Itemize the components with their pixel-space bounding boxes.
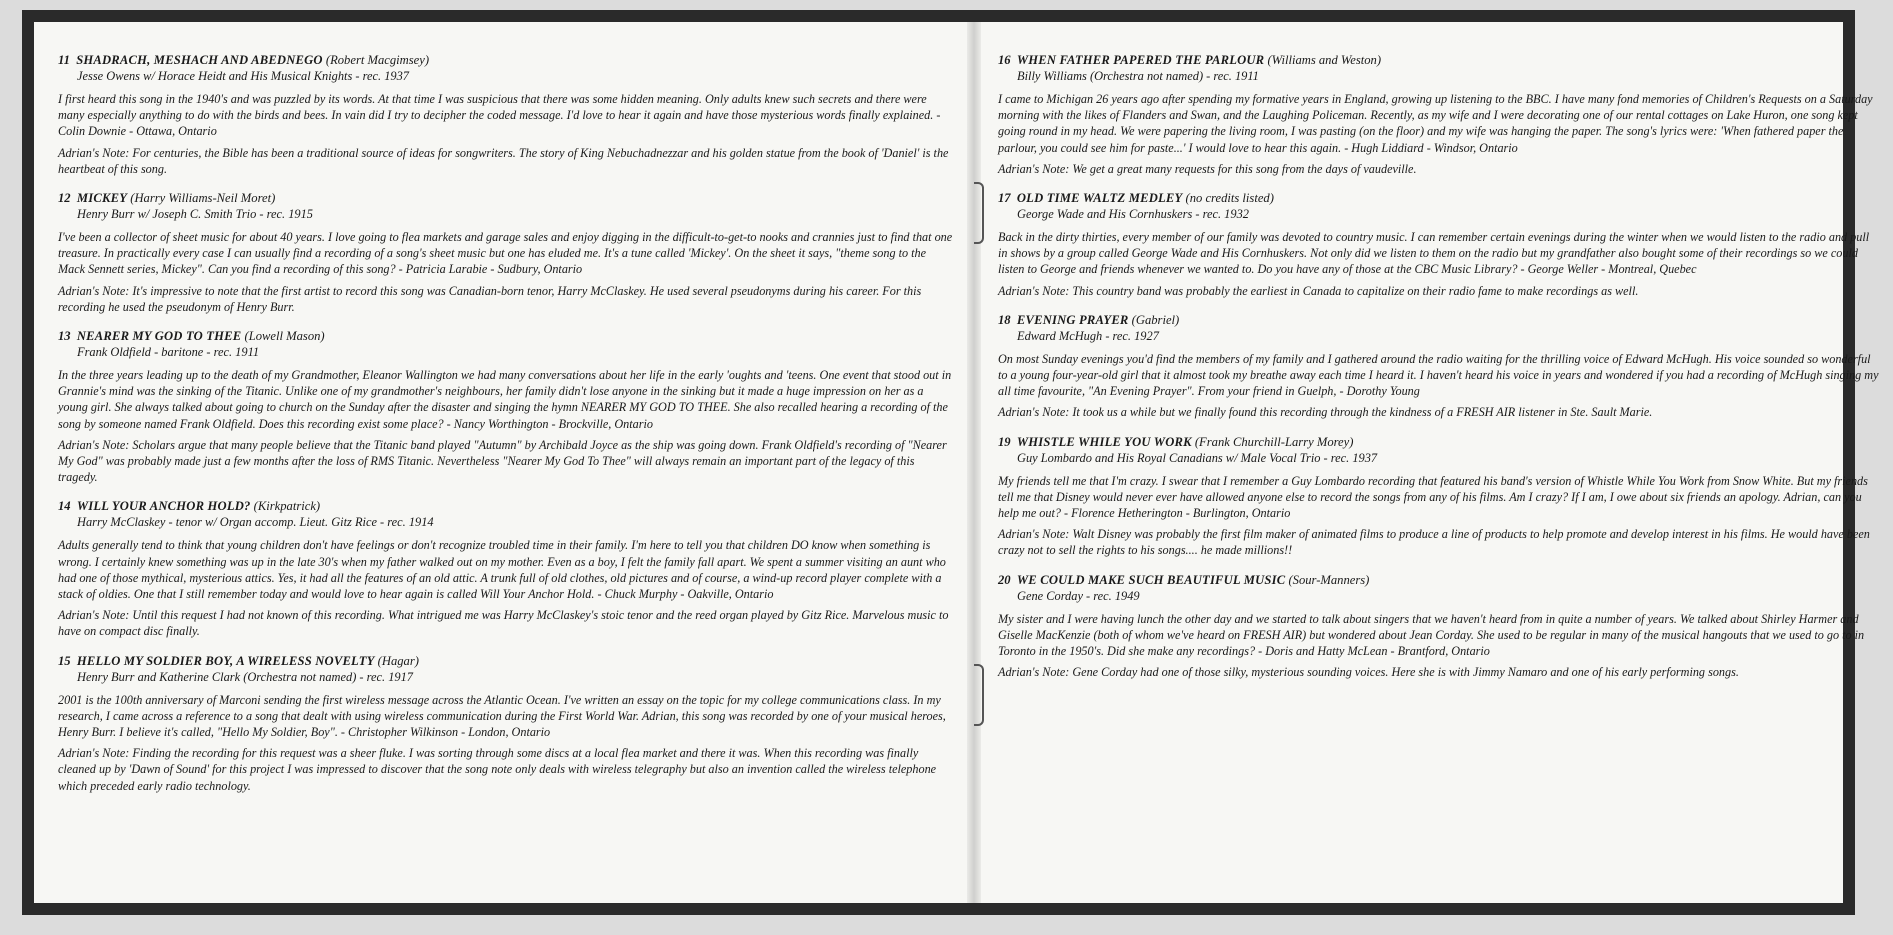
track-number: 20 bbox=[998, 572, 1011, 587]
track-header bbox=[58, 653, 953, 669]
track-header bbox=[58, 190, 953, 206]
track-title: SHADRACH, MESHACH AND ABEDNEGO bbox=[76, 53, 323, 67]
listener-request: My sister and I were having lunch the other day and we started to talk about singers that we haven't heard from in quite a number of years. We talked about Shirley Harmer and Giselle MacKenzie (both of whom we've heard on FRESH AIR) but wondered about Jean Corday. She used to be regular in many of the musical hangouts that we used to go to in Toronto in the 1950's. Did she make any recordings? - Doris and Hatty McLean - Brantford, Ontario bbox=[998, 611, 1865, 659]
listener-request: I've been a collector of sheet music for about 40 years. I love going to flea markets and garage sales and enjoy digging in the difficult-to-get-to nooks and crannies just to find that one treasure. In practically every case I can usually find a recording of a song's sheet music but one has eluded me. It's a tune called 'Mickey'. On the sheet it says, "theme song to the Mack Sennett series, Mickey". Can you find a recording of this song? - Patricia Larabie - Sudbury, Ontario bbox=[58, 230, 953, 277]
track-entry-16 bbox=[998, 52, 1881, 177]
track-header bbox=[58, 498, 953, 514]
track-composer: (Gabriel) bbox=[1131, 312, 1180, 327]
booklet-spread bbox=[34, 22, 1879, 903]
adrians-note: Adrian's Note: For centuries, the Bible has been a traditional source of ideas for songwriters. The story of King Nebuchadnezzar and his golden statue from the book of 'Daniel' is the heartbeat of this song. bbox=[58, 145, 949, 176]
track-entry-12 bbox=[58, 190, 953, 315]
track-composer: (Sour-Manners) bbox=[1288, 572, 1370, 587]
listener-request: I came to Michigan 26 years ago after spending my formative years in England, growing up listening to the BBC. I have many fond memories of Children's Requests on a Saturday morning with the likes of Flanders and Swan, and the Laughing Policeman. Recently, as my wife and I were decorating one of our rental cottages on Lake Huron, one song kept going round in my head. We were papering the living room, I was pasting (on the floor) and my wife was hanging the paper. The song's lyrics were: 'When fathered paper the parlour, you could see him for paste...' I would love to hear this again. - Hugh Liddiard - Windsor, Ontario bbox=[998, 92, 1873, 155]
track-header bbox=[58, 328, 953, 344]
track-entry-19 bbox=[998, 434, 1881, 559]
track-performer: Harry McClaskey - tenor w/ Organ accomp. Lieut. Gitz Rice - rec. 1914 bbox=[77, 515, 434, 530]
adrians-note: Adrian's Note: It's impressive to note that the first artist to record this song was Canadian-born tenor, Harry McClaskey. He used several pseudonyms during his career. For this recording he used the pseudonym of Henry Burr. bbox=[58, 283, 922, 314]
track-performer: Henry Burr and Katherine Clark (Orchestra not named) - rec. 1917 bbox=[77, 669, 413, 684]
left-page bbox=[58, 52, 953, 807]
track-performer: George Wade and His Cornhuskers - rec. 1932 bbox=[1017, 207, 1249, 222]
listener-request: I first heard this song in the 1940's and was puzzled by its words. At that time I was suspicious that there was some hidden meaning. Only adults knew such secrets and there were many especially anything to do with the birds and bees. In vain did I try to decipher the coded message. I'd love to hear it again and have those mysterious words finally explained. - Colin Downie - Ottawa, Ontario bbox=[58, 92, 941, 139]
listener-request: Back in the dirty thirties, every member of our family was devoted to country music. I can remember certain evenings during the winter when we would listen to the radio and pull in shows by a group called George Wade and His Cornhuskers. Not only did we listen to them on the radio but my grandfather also bought some of their recordings so we could listen to George and friends whenever we wanted to. Do you have any of those at the CBC Music Library? - George Weller - Montreal, Quebec bbox=[998, 230, 1870, 277]
track-title: WHEN FATHER PAPERED THE PARLOUR bbox=[1016, 53, 1265, 67]
track-header bbox=[998, 190, 1881, 206]
listener-request: 2001 is the 100th anniversary of Marconi sending the first wireless message across the Atlantic Ocean. I've written an essay on the topic for my college communications class. In my research, I came across a reference to a song that dealt with using wireless communication during the First World War. Adrian, this song was recorded by one of your musical heroes, Henry Burr. I believe it's called, "Hello My Soldier, Boy". - Christopher Wilkinson - London, Ontario bbox=[58, 692, 946, 740]
listener-request: Adults generally tend to think that young children don't have feelings or don't recognize troubled time in their family. I'm here to tell you that children DO know when something is wrong. I certainly knew something was up in the late 30's when my father walked out on my mother. Even as a boy, I felt the family fall apart. We spent a summer visiting an aunt who had one of those mythical, mysterious attics. Yes, it had all the features of an old attic. A trunk full of old clothes, old pictures and of course, a wind-up record player complete with a stack of oldies. One that I still remember today and would love to hear again is called Will Your Anchor Hold. - Chuck Murphy - Oakville, Ontario bbox=[58, 538, 946, 602]
track-number: 19 bbox=[998, 434, 1011, 449]
track-entry-17 bbox=[998, 190, 1881, 299]
track-composer: (no credits listed) bbox=[1185, 191, 1274, 206]
track-title: EVENING PRAYER bbox=[1016, 312, 1129, 327]
track-title: MICKEY bbox=[76, 191, 128, 206]
track-performer: Guy Lombardo and His Royal Canadians w/ Male Vocal Trio - rec. 1937 bbox=[1017, 450, 1378, 465]
track-title: WHISTLE WHILE YOU WORK bbox=[1016, 434, 1192, 449]
track-composer: (Robert Macgimsey) bbox=[325, 53, 430, 67]
adrians-note: Adrian's Note: Scholars argue that many people believe that the Titanic band played "Autumn" by Archibald Joyce as the ship was going down. Frank Oldfield's recording of "Nearer My God" was probably made just a few months after the loss of RMS Titanic. Nevertheless "Nearer My God To Thee" will always remain an important part of the legacy of this tragedy. bbox=[58, 437, 947, 485]
track-number: 13 bbox=[58, 329, 71, 344]
track-entry-20 bbox=[998, 572, 1881, 681]
track-number: 15 bbox=[58, 653, 71, 668]
track-number: 14 bbox=[58, 499, 71, 514]
track-composer: (Frank Churchill-Larry Morey) bbox=[1194, 434, 1354, 449]
track-title: WE COULD MAKE SUCH BEAUTIFUL MUSIC bbox=[1016, 572, 1286, 587]
track-title: OLD TIME WALTZ MEDLEY bbox=[1016, 191, 1183, 206]
track-number: 11 bbox=[58, 53, 70, 67]
adrians-note: Adrian's Note: Walt Disney was probably the first film maker of animated films to produce a line of products to help promote and develop interest in his films. He would have been crazy not to sell the rights to his songs.... he made millions!! bbox=[998, 527, 1870, 558]
adrians-note: Adrian's Note: Gene Corday had one of those silky, mysterious sounding voices. Here she is with Jimmy Namaro and one of his early performing songs. bbox=[998, 665, 1739, 680]
listener-request: On most Sunday evenings you'd find the members of my family and I gathered around the radio waiting for the thrilling voice of Edward McHugh. His voice sounded so wonderful to a young four-year-old girl that it almost took my breathe away each time I heard it. I haven't heard his voice in years and wondered if you had a recording of McHugh singing my all time favourite, "An Evening Prayer". From your friend in Guelph, - Dorothy Young bbox=[998, 351, 1879, 399]
track-composer: (Williams and Weston) bbox=[1267, 53, 1382, 67]
track-number: 18 bbox=[998, 312, 1011, 327]
track-entry-14 bbox=[58, 498, 953, 639]
track-performer: Billy Williams (Orchestra not named) - rec. 1911 bbox=[1017, 69, 1259, 83]
track-header bbox=[58, 52, 953, 68]
track-header bbox=[998, 434, 1881, 450]
track-performer: Jesse Owens w/ Horace Heidt and His Musical Knights - rec. 1937 bbox=[77, 69, 409, 83]
booklet-frame bbox=[22, 10, 1879, 915]
adrians-note: Adrian's Note: Finding the recording for this request was a sheer fluke. I was sorting through some discs at a local flea market and there it was. When this recording was finally cleaned up by 'Dawn of Sound' for this project I was impressed to discover that the song note only deals with wireless telegraphy but also an invention called the wireless telephone which preceded early radio technology. bbox=[58, 746, 937, 793]
staple-top bbox=[974, 182, 984, 244]
track-entry-13 bbox=[58, 328, 953, 485]
track-performer: Gene Corday - rec. 1949 bbox=[1017, 588, 1140, 603]
track-entry-11 bbox=[58, 52, 953, 177]
center-fold bbox=[967, 22, 981, 903]
track-header bbox=[998, 52, 1881, 68]
track-performer: Henry Burr w/ Joseph C. Smith Trio - rec. 1915 bbox=[77, 207, 313, 222]
adrians-note: Adrian's Note: Until this request I had not known of this recording. What intrigued me was Harry McClaskey's stoic tenor and the reed organ played by Gitz Rice. Marvelous music to have on compact disc finally. bbox=[58, 608, 949, 639]
track-header bbox=[998, 572, 1881, 588]
track-composer: (Hagar) bbox=[377, 653, 419, 668]
listener-request: My friends tell me that I'm crazy. I swear that I remember a Guy Lombardo recording that featured his band's version of Whistle While You Work from Snow White. But my friends tell me that Disney would never ever have allowed anyone else to record the songs from any of his films. Am I crazy? If I am, I owe about six friends an apology. Adrian, can you help me out? - Florence Hetherington - Burlington, Ontario bbox=[998, 473, 1868, 521]
track-number: 17 bbox=[998, 191, 1011, 206]
adrians-note: Adrian's Note: It took us a while but we finally found this recording through the kindness of a FRESH AIR listener in Ste. Sault Marie. bbox=[998, 405, 1653, 420]
track-performer: Frank Oldfield - baritone - rec. 1911 bbox=[77, 345, 260, 360]
track-header bbox=[998, 312, 1881, 328]
track-title: NEARER MY GOD TO THEE bbox=[76, 329, 242, 344]
adrians-note: Adrian's Note: This country band was probably the earliest in Canada to capitalize on their radio fame to make recordings as well. bbox=[998, 283, 1639, 298]
track-title: HELLO MY SOLDIER BOY, A WIRELESS NOVELTY bbox=[76, 653, 375, 668]
track-title: WILL YOUR ANCHOR HOLD? bbox=[76, 499, 251, 514]
track-composer: (Kirkpatrick) bbox=[253, 499, 321, 514]
track-entry-18 bbox=[998, 312, 1881, 421]
track-composer: (Harry Williams-Neil Moret) bbox=[130, 191, 276, 206]
track-number: 16 bbox=[998, 53, 1011, 67]
track-performer: Edward McHugh - rec. 1927 bbox=[1017, 328, 1159, 343]
track-composer: (Lowell Mason) bbox=[244, 329, 325, 344]
listener-request: In the three years leading up to the death of my Grandmother, Eleanor Wallington we had many conversations about her life in the early 'oughts and 'teens. One event that stood out in Grannie's mind was the sinking of the Titanic. Unlike one of my grandmother's neighbours, her family didn't lose anyone in the sinking but it made a huge impression on her as a young girl. She always talked about going to church on the Sunday after the disaster and singing the hymn NEARER MY GOD TO THEE. She also recalled hearing a recording of the song by someone named Frank Oldfield. Does this recording exist some place? - Nancy Worthington - Brockville, Ontario bbox=[58, 368, 952, 431]
right-page bbox=[998, 52, 1881, 693]
staple-bottom bbox=[974, 664, 984, 726]
adrians-note: Adrian's Note: We get a great many requests for this song from the days of vaudeville. bbox=[998, 161, 1417, 176]
track-number: 12 bbox=[58, 191, 71, 206]
track-entry-15 bbox=[58, 653, 953, 794]
